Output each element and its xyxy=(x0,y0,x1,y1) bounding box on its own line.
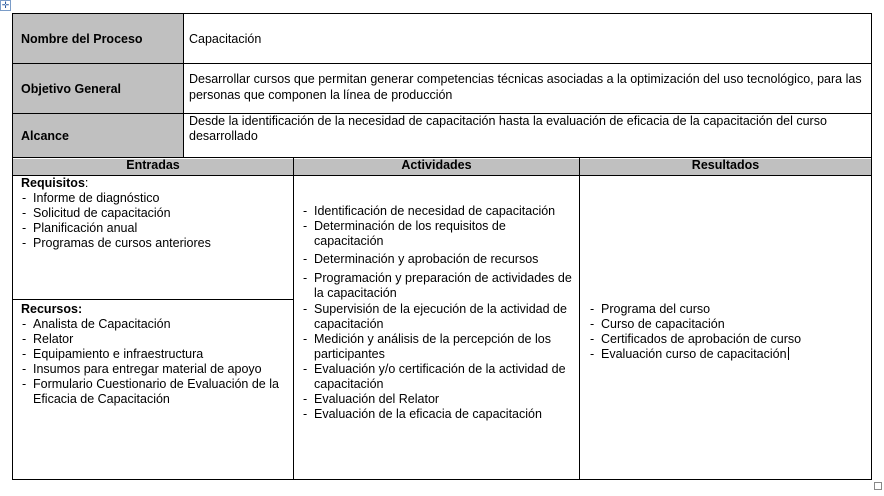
alcance-line-2: desarrollado xyxy=(189,129,258,143)
header-resultados: Resultados xyxy=(580,159,871,175)
list-item-text: Evaluación curso de capacitación xyxy=(601,347,787,361)
table-resize-handle-icon[interactable] xyxy=(874,482,882,490)
actividades-list xyxy=(302,204,572,422)
resultados-list xyxy=(589,302,865,362)
list-item: - Analista de Capacitación xyxy=(21,317,289,332)
list-item: - Determinación de los requisitos de capacitación xyxy=(302,219,572,249)
proceso-value[interactable]: Capacitación xyxy=(189,31,262,46)
col-divider xyxy=(293,158,294,479)
alcance-line-1: Desde la identificación de la necesidad de capacitación hasta la evaluación de eficacia de la capacitación del curso xyxy=(189,114,827,128)
objetivo-line-1: Desarrollar cursos que permitan generar competencias técnicas asociadas a la optimización del uso tecnológico, para las xyxy=(189,72,862,86)
requisitos-list xyxy=(21,191,289,251)
list-item: - Determinación y aprobación de recursos xyxy=(302,252,572,267)
recursos-section[interactable] xyxy=(21,302,289,407)
row-divider xyxy=(13,113,871,114)
list-item-last xyxy=(589,347,865,362)
process-table xyxy=(12,13,872,480)
list-item: - Evaluación de la eficacia de capacitación xyxy=(302,407,572,422)
text-cursor xyxy=(788,347,789,360)
header-actividades: Actividades xyxy=(294,159,579,175)
list-item: - Certificados de aprobación de curso xyxy=(589,332,865,347)
list-item: - Evaluación del Relator xyxy=(302,392,572,407)
requisitos-section[interactable] xyxy=(21,176,289,251)
objetivo-value[interactable] xyxy=(184,64,871,113)
requisitos-title-text: Requisitos xyxy=(21,176,85,190)
recursos-title-text: Recursos: xyxy=(21,302,83,316)
list-item: - Equipamiento e infraestructura xyxy=(21,347,289,362)
list-item: - Informe de diagnóstico xyxy=(21,191,289,206)
list-item: - Programación y preparación de actividades de la capacitación xyxy=(302,271,572,301)
list-item: - Medición y análisis de la percepción de los participantes xyxy=(302,332,572,362)
list-item: - Programa del curso xyxy=(589,302,865,317)
list-item: - Insumos para entregar material de apoyo xyxy=(21,362,289,377)
list-item: - Solicitud de capacitación xyxy=(21,206,289,221)
requisitos-title: Requisitos: xyxy=(21,176,89,190)
actividades-section[interactable] xyxy=(302,204,572,422)
list-item: - Planificación anual xyxy=(21,221,289,236)
objetivo-line-2: personas que componen la línea de producción xyxy=(189,88,453,102)
alcance-value[interactable] xyxy=(184,114,871,157)
objetivo-label: Objetivo General xyxy=(13,64,184,113)
alcance-label: Alcance xyxy=(13,114,184,157)
resultados-section[interactable] xyxy=(589,302,865,362)
row-divider xyxy=(13,157,871,158)
col-divider xyxy=(579,158,580,479)
table-move-handle-icon[interactable]: ✛ xyxy=(1,0,10,10)
list-item: - Identificación de necesidad de capacitación xyxy=(302,204,572,219)
list-item: - Evaluación y/o certificación de la actividad de capacitación xyxy=(302,362,572,392)
list-item: - Curso de capacitación xyxy=(589,317,865,332)
list-item: - Formulario Cuestionario de Evaluación de la Eficacia de Capacitación xyxy=(21,377,289,407)
header-entradas: Entradas xyxy=(13,159,293,175)
proceso-label: Nombre del Proceso xyxy=(13,14,184,63)
list-item: - Programas de cursos anteriores xyxy=(21,236,289,251)
entradas-divider xyxy=(13,299,294,300)
row-divider xyxy=(13,63,871,64)
list-item: - Relator xyxy=(21,332,289,347)
col-divider xyxy=(183,14,184,158)
recursos-title xyxy=(21,302,289,317)
list-item: - Supervisión de la ejecución de la actividad de capacitación xyxy=(302,302,572,332)
recursos-list xyxy=(21,317,289,407)
